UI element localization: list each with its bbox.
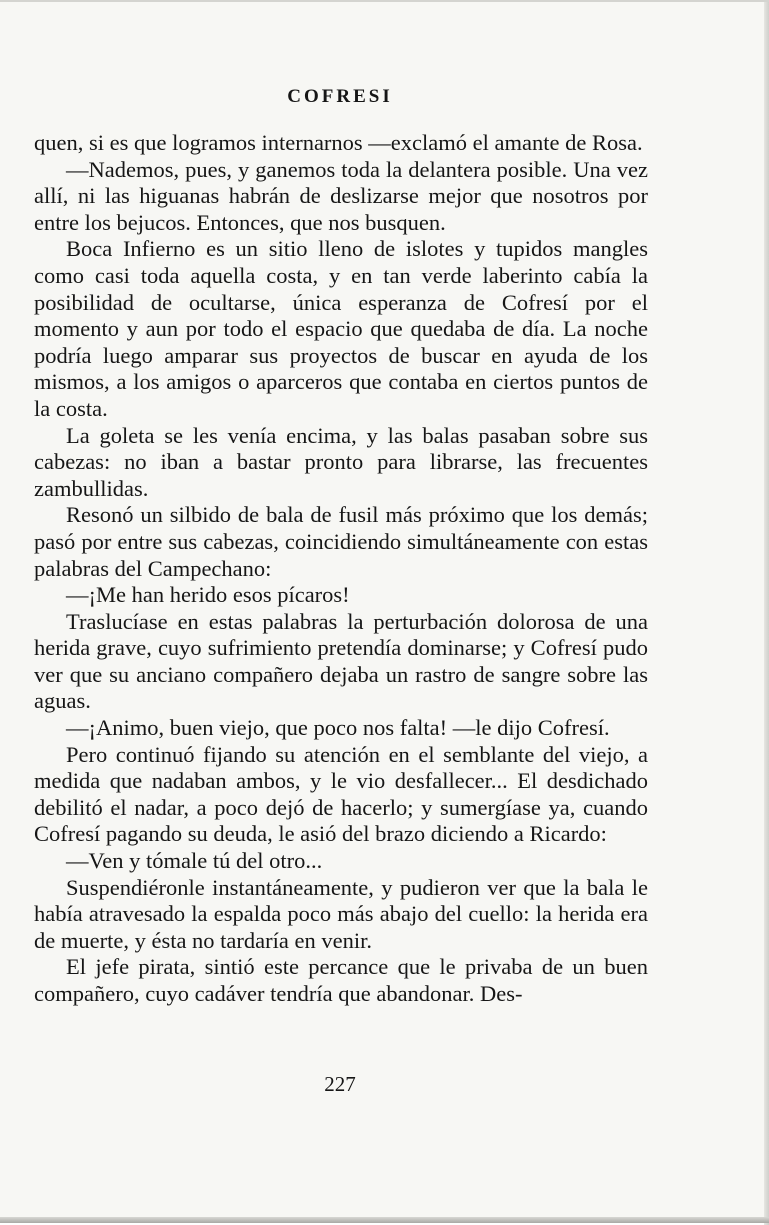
page-number: 227 [324, 1072, 356, 1096]
page-edge-shadow [764, 2, 769, 1225]
paragraph: —¡Me han herido esos pícaros! [66, 582, 350, 608]
page-bottom-edge [0, 1217, 769, 1223]
paragraph: La goleta se les venía encima, y las balas pasaban sobre sus cabezas: no iban a bastar pronto para librarse, las frecuentes zambullidas. [34, 422, 648, 501]
running-head: COFRESI [287, 86, 393, 107]
paragraph: —¡Animo, buen viejo, que poco nos falta! —le dijo Cofresí. [66, 715, 610, 741]
body-text [34, 130, 648, 1008]
paragraph: Pero continuó fijando su atención en el semblante del viejo, a medida que nadaban ambos, y le vio desfallecer... El desdichado debilitó el nadar, a poco dejó de hacerlo; y sumergíase ya, cuando Cofresí pagando su deuda, le asió del brazo diciendo a Ricardo: [34, 741, 648, 847]
paragraph: El jefe pirata, sintió este percance que le privaba de un buen compañero, cuyo cadáver tendría que abandonar. Des- [34, 954, 648, 1006]
paragraph: —Nademos, pues, y ganemos toda la delantera posible. Una vez allí, ni las higuanas habrán de deslizarse mejor que nosotros por entre los bejucos. Entonces, que nos busquen. [34, 156, 648, 235]
paragraph: Suspendiéronle instantáneamente, y pudieron ver que la bala le había atravesado la espalda poco más abajo del cuello: la herida era de muerte, y ésta no tardaría en venir. [34, 874, 648, 953]
paragraph: Resonó un silbido de bala de fusil más próximo que los demás; pasó por entre sus cabezas, coincidiendo simultáneamente con estas palabras del Campechano: [34, 502, 648, 581]
paragraph: Traslucíase en estas palabras la perturbación dolorosa de una herida grave, cuyo sufrimiento pretendía dominarse; y Cofresí pudo ver que su anciano compañero dejaba un rastro de sangre sobre las aguas. [34, 608, 648, 714]
paragraph: —Ven y tómale tú del otro... [66, 848, 323, 874]
paragraph: Boca Infierno es un sitio lleno de islotes y tupidos mangles como casi toda aquella costa, y en tan verde laberinto cabía la posibilidad de ocultarse, única esperanza de Cofresí por el momento y aun por todo el espacio que quedaba de día. La noche podría luego amparar sus proyectos de buscar en ayuda de los mismos, a los amigos o aparceros que contaba en ciertos puntos de la costa. [34, 236, 648, 421]
paragraph: quen, si es que logramos internarnos —exclamó el amante de Rosa. [34, 130, 643, 155]
